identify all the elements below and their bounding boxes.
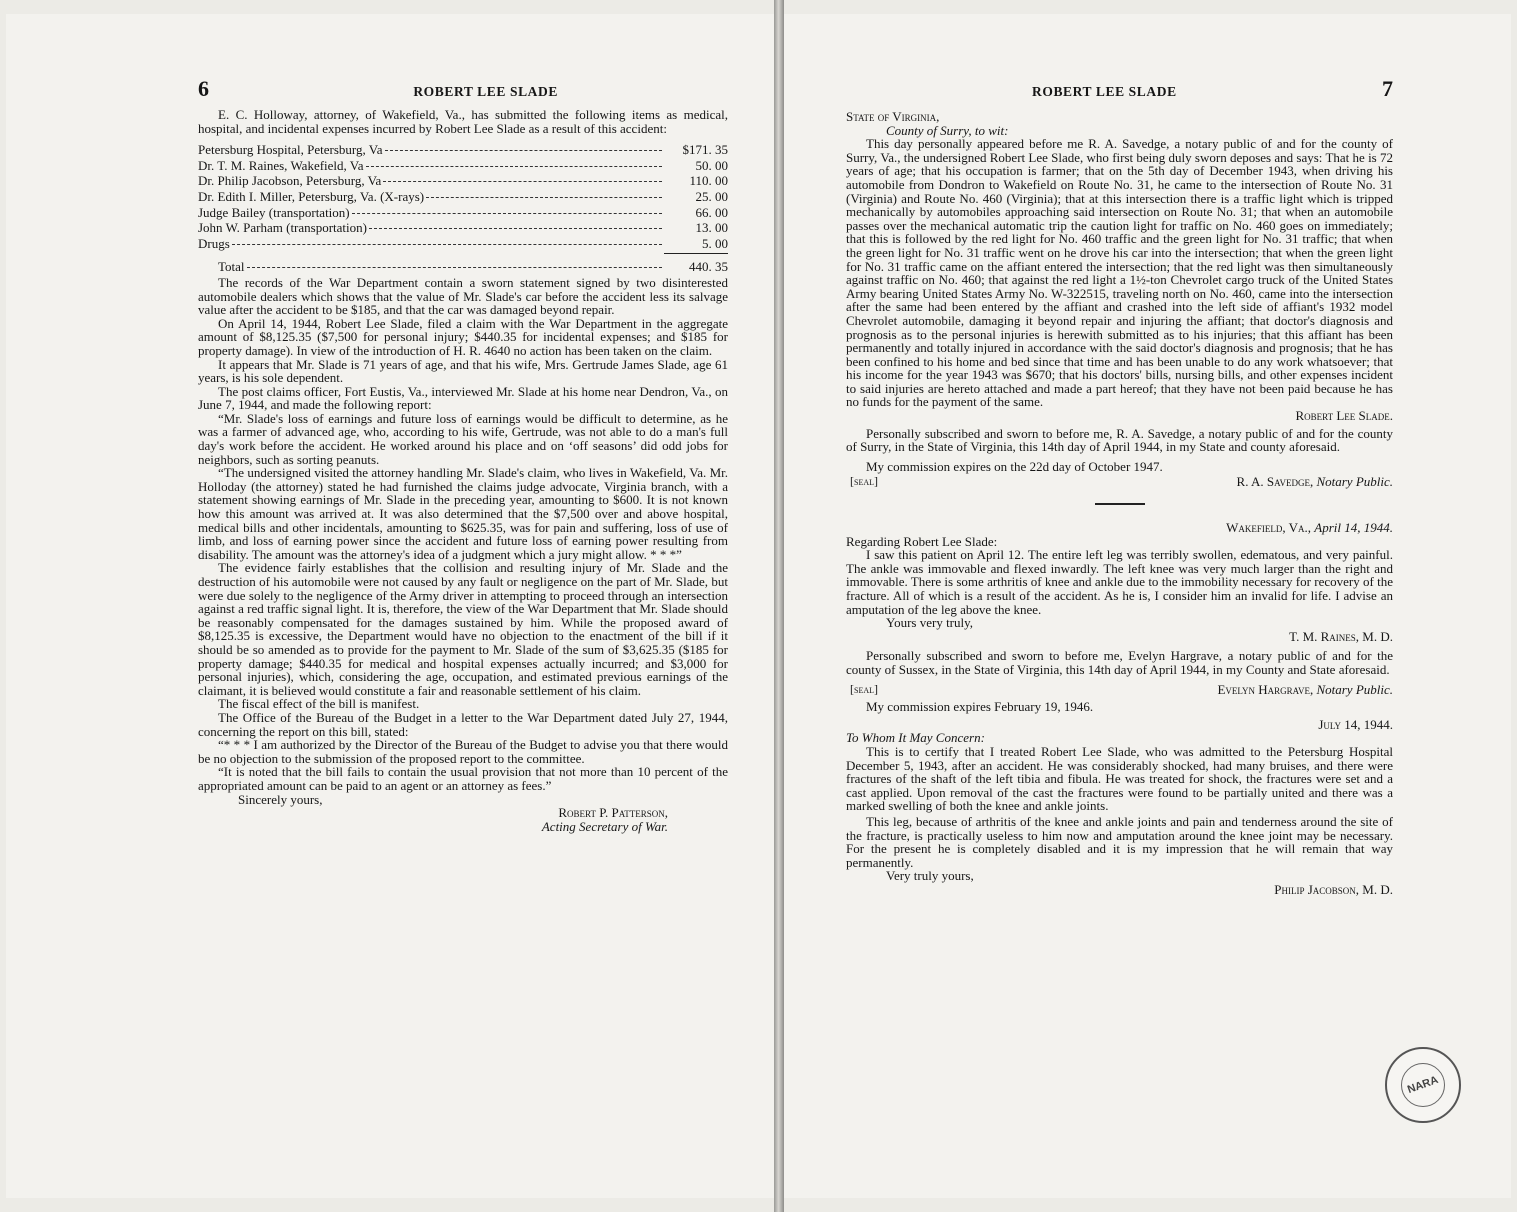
state-heading: State of Virginia, bbox=[846, 109, 940, 124]
affiant-signature: Robert Lee Slade. bbox=[1295, 408, 1393, 424]
total-label: Total bbox=[218, 259, 245, 275]
expense-amount: 13. 00 bbox=[695, 220, 728, 236]
body-paragraph: “It is noted that the bill fails to contain the usual provision that not more than 10 percent of the appropriated amount can be paid to an agent or an attorney as fees.” bbox=[198, 764, 728, 793]
notary-name: R. A. Savedge, bbox=[1236, 474, 1314, 490]
body-paragraph: “* * * I am authorized by the Director of the Bureau of the Budget to advise you that there would be no objection to the submission of the proposed report to the committee. bbox=[198, 737, 728, 766]
running-header-right bbox=[846, 76, 1393, 102]
page-gutter bbox=[774, 0, 784, 1212]
notary-name: Evelyn Hargrave, bbox=[1217, 681, 1314, 697]
total-amount: 440. 35 bbox=[689, 259, 728, 275]
running-title: ROBERT LEE SLADE bbox=[1032, 84, 1177, 99]
sworn-statement: Personally subscribed and sworn to before me, Evelyn Hargrave, a notary public of and for the county of Sussex, in the State of Virginia, this 14th day of April 1944, in my County and State aforesaid. bbox=[846, 648, 1393, 677]
body-paragraph: It appears that Mr. Slade is 71 years of age, and that his wife, Mrs. Gertrude James Slade, age 61 years, is his sole dependent. bbox=[198, 356, 728, 386]
signer-title: Acting Secretary of War. bbox=[541, 818, 668, 834]
archive-stamp bbox=[1385, 1047, 1461, 1123]
body-paragraph: The records of the War Department contain a sworn statement signed by two disinterested automobile dealers which shows that the value of Mr. Slade's car before the accident less its salvage value after the accident to be $185, and that the car was damaged beyond repair. bbox=[198, 274, 728, 318]
letter-salutation: To Whom It May Concern: bbox=[846, 730, 985, 746]
page-number: 6 bbox=[198, 76, 209, 101]
letter-body: This is to certify that I treated Robert Lee Slade, who was admitted to the Petersburg Hospital December 5, 1943, after an accident. He was considerably shocked, had many bruises, and there were fractures of the shaft of the left tibia and fibula. He was treated for shock, the fractures were set and a cast applied. Upon removal of the cast the fractures were found to be partially united and there was a marked swelling of both the knee and ankle joints. bbox=[846, 743, 1393, 814]
notary-signature bbox=[1237, 475, 1393, 489]
sworn-statement: Personally subscribed and sworn to before me, R. A. Savedge, a notary public of and for the county of Surry, in the State of Virginia, this 14th day of April 1944, in my State and county aforesaid. bbox=[846, 425, 1393, 455]
expense-amount: $171. 35 bbox=[682, 142, 728, 158]
stamp-text: NARA bbox=[1406, 1073, 1440, 1097]
letter-salutation: Regarding Robert Lee Slade: bbox=[846, 533, 998, 549]
commission-expiry: My commission expires on the 22d day of October 1947. bbox=[866, 458, 1163, 474]
body-paragraph: The fiscal effect of the bill is manifest. bbox=[218, 696, 420, 712]
expense-amount: 5. 00 bbox=[702, 235, 728, 251]
running-title: ROBERT LEE SLADE bbox=[413, 84, 558, 99]
notary-signature bbox=[1217, 683, 1393, 697]
expense-item: Petersburg Hospital, Petersburg, Va bbox=[198, 142, 383, 158]
commission-expiry: My commission expires February 19, 1946. bbox=[866, 699, 1094, 715]
affidavit-text: This day personally appeared before me R. A. Savedge, a notary public of and for the county of Surry, Va., the undersigned Robert Lee Slade, who first being duly sworn deposes and says: That he is 72 years of age; that his occupation is farmer; that on the 5th day of December 1943, when driving his automobile from Dondron to Wakefield on Route No. 31, he came to the intersection of Route No. 31 (Virginia) and Route No. 460 (Virginia); that at this intersection there is a traffic light which is tripped mechanically by automobiles approaching said intersection on Route No. 31; that when an automobile passes over the mechanical automatic trip the caution light for traffic on No. 460 goes on immediately; that this is followed by the red light for No. 460 traffic and the green light for No. 31 traffic; that when the green light for No. 31 traffic went on he drove his car into the intersection; that when the green light for No. 31 traffic came on the affiant entered the intersection; that the red light was then simultaneously against traffic on No. 460; that against the red light a 1½-ton Chevrolet cargo truck of the United States Army bearing United States Army No. W-322515, traveling north on No. 460, came into the intersection after the same had been entered by the affiant and crashed into the left side of affiant's 1932 model Chevrolet automobile, damaging it beyond repair and injuring the affiant; that doctor's diagnosis and prognosis as to the personal injuries is herewith submitted as to his injuries; that this affiant has been permanently and totally injured in accordance with the said doctor's diagnosis and prognosis; that he has been confined to his home and bed since that time and has been unable to do any work whatsoever; that his income for the year 1943 was $670; that his doctors' bills, nursing bills, and other expenses incident to said injuries are hereto attached and made a part hereof; that they have not been paid because he has no funds for the payment of the same. bbox=[846, 136, 1393, 410]
archive-stamp-inner bbox=[1401, 1063, 1445, 1107]
doctor-signature: T. M. Raines, M. D. bbox=[1289, 628, 1393, 644]
right-body bbox=[846, 110, 1393, 896]
expense-table bbox=[198, 141, 728, 274]
letter-place: Wakefield, Va., bbox=[1226, 520, 1312, 536]
expense-total-row bbox=[218, 258, 728, 274]
seal-label: [seal] bbox=[850, 681, 878, 696]
body-paragraph: The post claims officer, Fort Eustis, Va., interviewed Mr. Slade at his home near Dendron, Va., on June 7, 1944, and made the following report: bbox=[198, 383, 728, 413]
expense-item: John W. Parham (transportation) bbox=[198, 220, 367, 236]
letter-dateline bbox=[846, 521, 1393, 535]
page-number: 7 bbox=[1382, 76, 1393, 101]
expense-amount: 110. 00 bbox=[689, 173, 728, 189]
left-body bbox=[198, 108, 728, 833]
doctor-signature: Philip Jacobson, M. D. bbox=[1274, 881, 1393, 897]
body-paragraph: “The undersigned visited the attorney handling Mr. Slade's claim, who lives in Wakefield, Va. Mr. Holloday (the attorney) stated he had furnished the claims judge advocate, Virginia branch, with a statement showing earnings of Mr. Slade in the preceding year, amounting to $600. It is not known how this amount was arrived at. It was also determined that the $7,500 over and above hospital, medical bills and other incidentals, amounting to $625.35, was for pain and suffering, loss of use of limb, and loss of earning power since the accident and future loss of earning power resulting from disability. The amount was the attorney's idea of a judgment which a jury might allow. * * *” bbox=[198, 465, 728, 562]
body-paragraph: “Mr. Slade's loss of earnings and future loss of earnings would be difficult to determine, as he was a farmer of advanced age, who, according to his wife, Gertrude, was not able to do a man's full day's work before the accident. He worked around his place and on ‘off seasons’ did odd jobs for neighbors, such as sorting peanuts. bbox=[198, 410, 728, 467]
county-heading: County of Surry, to wit: bbox=[886, 122, 1009, 138]
expense-item: Judge Bailey (transportation) bbox=[198, 204, 350, 220]
expense-row bbox=[198, 235, 728, 251]
letter-body: I saw this patient on April 12. The entire left leg was terribly swollen, edematous, and very painful. The ankle was immovable and flexed inwardly. The left knee was very much larger than the right and immovable. There is some arthritis of knee and ankle due to the immobility necessary for recovery of the fracture. All of which is a result of the accident. As he is, I consider him an invalid for life. I advise an amputation of the leg above the knee. bbox=[846, 547, 1393, 617]
signature-block bbox=[198, 806, 728, 833]
letter-date: April 14, 1944. bbox=[1314, 520, 1393, 536]
section-divider bbox=[1095, 503, 1145, 505]
seal-label: [seal] bbox=[850, 474, 878, 489]
body-paragraph: The evidence fairly establishes that the collision and resulting injury of Mr. Slade and the destruction of his automobile were not caused by any fault or negligence on the part of Mr. Slade, but were due solely to the negligence of the Army driver in attempting to proceed through an intersection against a red traffic signal light. It is, therefore, the view of the War Department that Mr. Slade should be reasonably compensated for the damages sustained by him. While the proposed award of $8,125.35 is excessive, the Department would have no objection to the enactment of the bill if it should be so amended as to provide for the payment to Mr. Slade of the sum of $3,625.35 ($185 for property damage; $440.35 for medical and hospital expenses actually incurred; and $3,000 for personal injuries), which, considering the age, occupation, and estimated previous earnings of the claimant, it is believed would constitute a fair and reasonable settlement of his claim. bbox=[198, 560, 728, 698]
letter-closing: Very truly yours, bbox=[886, 868, 974, 884]
expense-amount: 66. 00 bbox=[695, 204, 728, 220]
page-6 bbox=[6, 14, 774, 1198]
body-paragraph: The Office of the Bureau of the Budget in a letter to the War Department dated July 27, 1944, concerning the report on this bill, stated: bbox=[198, 709, 728, 739]
expense-amount: 25. 00 bbox=[695, 188, 728, 204]
expense-item: Dr. Philip Jacobson, Petersburg, Va bbox=[198, 173, 382, 189]
signer-name: Robert P. Patterson, bbox=[558, 805, 668, 821]
notary-title: Notary Public. bbox=[1316, 474, 1393, 490]
letter-body: This leg, because of arthritis of the knee and ankle joints and pain and tenderness around the site of the fracture, is practically useless to him now and amputation around the knee joint may be necessary. For the present he is completely disabled and it is my impression that he will remain that way permanently. bbox=[846, 813, 1393, 870]
expense-item: Dr. T. M. Raines, Wakefield, Va bbox=[198, 157, 364, 173]
letter-date: July 14, 1944. bbox=[1318, 716, 1393, 732]
sum-rule bbox=[664, 253, 728, 254]
running-header-left bbox=[198, 76, 728, 102]
notary-title: Notary Public. bbox=[1316, 681, 1393, 697]
intro-paragraph: E. C. Holloway, attorney, of Wakefield, Va., has submitted the following items as medical, hospital, and incidental expenses incurred by Robert Lee Slade as a result of this accident: bbox=[198, 107, 728, 136]
body-paragraph: On April 14, 1944, Robert Lee Slade, filed a claim with the War Department in the aggregate amount of $8,125.35 ($7,500 for personal injury; $440.35 for incidental expenses; and $185 for property damage). In view of the introduction of H. R. 4640 no action has been taken on the claim. bbox=[198, 315, 728, 358]
expense-item: Dr. Edith I. Miller, Petersburg, Va. (X-rays) bbox=[198, 188, 425, 204]
page-7 bbox=[784, 14, 1511, 1198]
letter-closing: Yours very truly, bbox=[886, 615, 974, 631]
closing: Sincerely yours, bbox=[238, 791, 323, 807]
expense-amount: 50. 00 bbox=[695, 157, 728, 173]
notary-line bbox=[846, 475, 1393, 489]
expense-item: Drugs bbox=[198, 235, 230, 251]
notary-line bbox=[846, 683, 1393, 697]
